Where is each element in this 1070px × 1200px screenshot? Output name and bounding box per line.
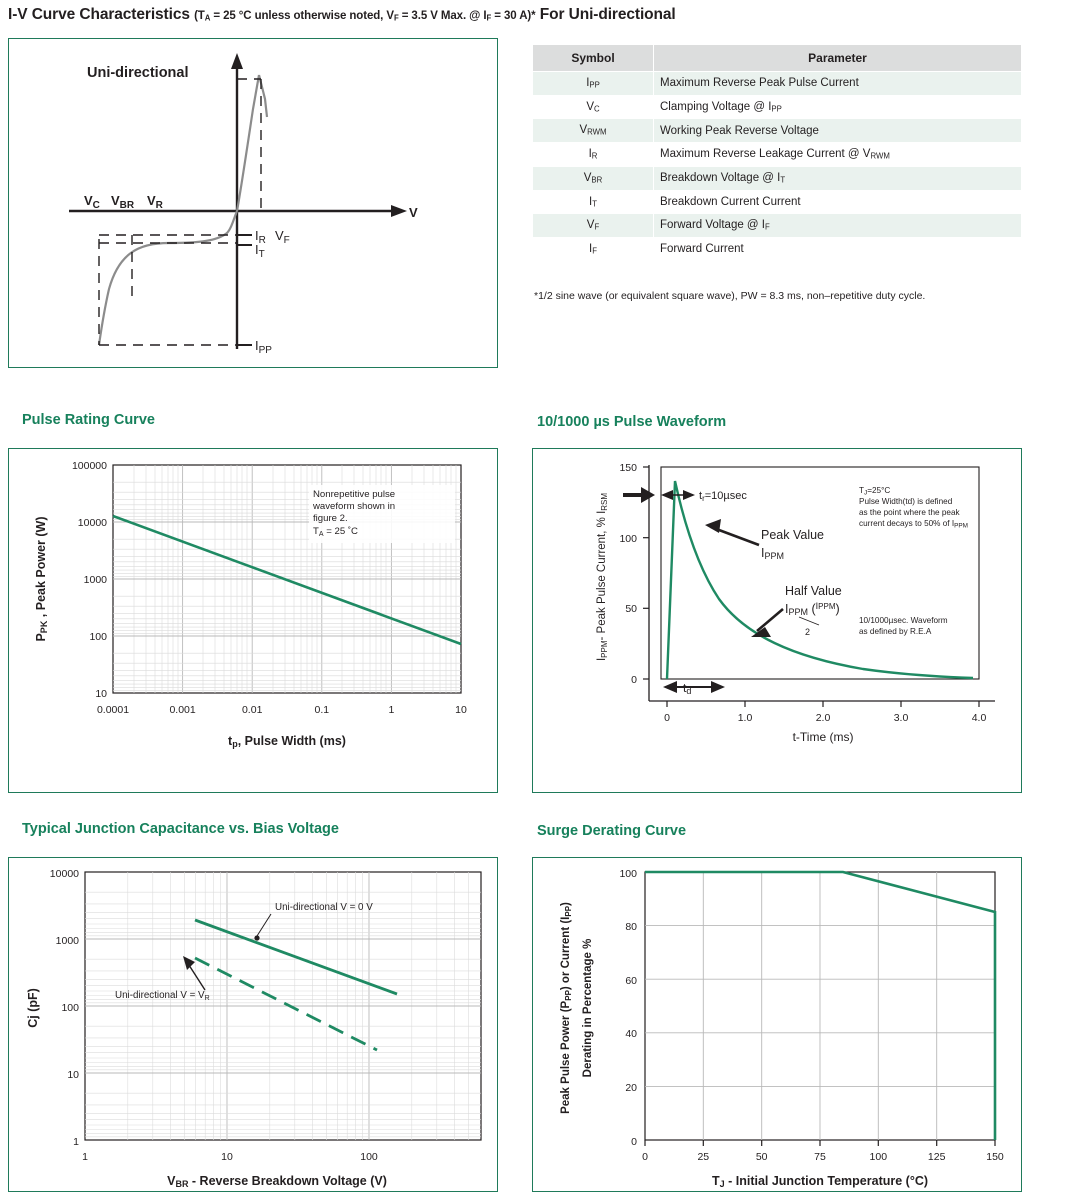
svg-text:figure 2.: figure 2.: [313, 513, 348, 524]
table-row: [533, 95, 1022, 119]
y-axis-label-2: Derating in Percentage %: [582, 938, 594, 1078]
table-header-row: [533, 45, 1022, 72]
label-td: td: [683, 681, 692, 696]
iv-uni-label: Uni-directional: [87, 65, 189, 81]
page-title-conditions: ($T_A = 25$ °C unless otherwise noted, $V_F = 3.5$ V Max. @ $I_F = 30$ A)*: [194, 10, 536, 23]
table-row: [533, 166, 1022, 190]
col-symbol: Symbol: [533, 45, 654, 72]
note-waveform: 10/1000µsec. Waveform: [859, 616, 948, 625]
cell-symbol: $V_C$: [533, 95, 654, 119]
svg-text:as the point where the peak: as the point where the peak: [859, 508, 960, 517]
y-tick: 150: [619, 462, 637, 474]
parameter-table: [532, 44, 1022, 262]
iv-mark-ipp: $I_{PP}$: [255, 338, 272, 356]
label-tr: tr=10µsec: [699, 490, 747, 503]
x-axis-label: VBR - Reverse Breakdown Voltage (V): [167, 1174, 387, 1189]
series-uni-v0: [195, 920, 397, 994]
svg-text:2: 2: [805, 627, 811, 637]
page-title-suffix: For Uni-directional: [539, 6, 676, 23]
label-series-v0: Uni-directional V = 0 V: [275, 902, 373, 913]
table-row: [533, 190, 1022, 214]
x-tick: 1: [388, 704, 395, 716]
y-tick: 100: [619, 533, 637, 545]
section-title-surge-derating: Surge Derating Curve: [537, 823, 687, 839]
x-tick: 0.001: [169, 704, 196, 716]
x-tick: 3.0: [893, 712, 909, 724]
x-tick: 100: [869, 1151, 888, 1163]
y-tick: 20: [625, 1082, 637, 1094]
x-tick: 50: [755, 1151, 768, 1163]
y-tick: 80: [625, 921, 637, 933]
page-title-main: I-V Curve Characteristics: [8, 6, 190, 23]
iv-curve-panel: [8, 38, 498, 368]
cell-symbol: $V_F$: [533, 214, 654, 238]
y-tick: 1: [73, 1136, 79, 1148]
section-title-pulse-rating: Pulse Rating Curve: [22, 412, 155, 428]
x-tick: 0: [664, 712, 670, 724]
y-tick: 10000: [49, 868, 79, 880]
cell-parameter: Clamping Voltage @ $I_{PP}$: [654, 95, 1022, 119]
y-tick: 1000: [83, 574, 107, 586]
x-tick: 0: [642, 1151, 648, 1163]
svg-text:waveform shown in: waveform shown in: [313, 501, 396, 512]
x-tick: 25: [697, 1151, 710, 1163]
iv-mark-vr: $V_R$: [147, 193, 163, 211]
y-tick: 10: [95, 688, 107, 700]
y-tick: 10: [67, 1069, 79, 1081]
surge-derating-panel: [532, 857, 1022, 1192]
y-tick: 100: [89, 631, 107, 643]
pulse-rating-panel: [8, 448, 498, 793]
y-tick: 100: [61, 1002, 79, 1014]
x-tick: 1.0: [737, 712, 753, 724]
y-tick: 100: [619, 868, 637, 880]
table-row: [533, 119, 1022, 143]
y-tick: 40: [625, 1028, 637, 1040]
x-tick: 10: [455, 704, 467, 716]
cell-symbol: $I_{PP}$: [533, 72, 654, 96]
svg-text:current decays to 50% of IPPM: current decays to 50% of IPPM: [859, 519, 968, 530]
iv-axis-v: V: [409, 205, 418, 220]
cell-symbol: $V_{BR}$: [533, 166, 654, 190]
x-tick: 0.01: [241, 704, 263, 716]
pulse-rating-chart: [9, 449, 497, 792]
pulse-waveform-panel: [532, 448, 1022, 793]
series-uni-vr: [195, 958, 377, 1050]
x-tick: 0.0001: [96, 704, 130, 716]
y-tick: 0: [631, 1136, 637, 1148]
svg-text:IPPM (IPPM): IPPM ($^I$PPM): [785, 601, 840, 617]
cell-symbol: $I_T$: [533, 190, 654, 214]
y-tick: 1000: [55, 935, 79, 947]
page-title: [8, 6, 676, 24]
pulse-waveform-chart: [533, 449, 1021, 792]
svg-text:TA = 25 ˚C: $T_A = 25$ ˚C: [313, 526, 358, 538]
y-tick: 100000: [71, 460, 107, 472]
table-footnote: *1/2 sine wave (or equivalent square wave), PW = 8.3 ms, non–repetitive duty cycle.: [534, 290, 926, 302]
y-tick: 60: [625, 975, 637, 987]
y-axis-label-1: Peak Pulse Power (PPP) or Current (IPP): [560, 902, 573, 1114]
cell-parameter: Working Peak Reverse Voltage: [654, 119, 1022, 143]
label-peak-value: Peak Value: [761, 528, 825, 542]
x-tick: 2.0: [815, 712, 831, 724]
iv-mark-vbr: $V_{BR}$: [111, 193, 135, 211]
svg-text:Pulse Width(td) is defined: Pulse Width(td) is defined: [859, 497, 953, 506]
junction-capacitance-panel: [8, 857, 498, 1192]
iv-curve-chart: [9, 39, 497, 367]
x-tick: 0.1: [314, 704, 330, 716]
iv-mark-ir: $I_R$: [255, 228, 266, 246]
x-axis-label: tp, Pulse Width (ms): [228, 734, 346, 749]
svg-text:as defined by R.E.A: as defined by R.E.A: [859, 627, 932, 636]
label-series-vr: Uni-directional $V = V_R$: [115, 990, 210, 1002]
col-parameter: Parameter: [654, 45, 1022, 72]
section-title-pulse-waveform: 10/1000 µs Pulse Waveform: [537, 414, 727, 430]
x-tick: 150: [986, 1151, 1004, 1163]
y-tick: 10000: [77, 517, 107, 529]
x-tick: 10: [221, 1151, 233, 1163]
y-axis-label: PPK , Peak Power (W): [34, 516, 49, 642]
cell-parameter: Forward Current: [654, 238, 1022, 262]
label-half-value: Half Value: [785, 584, 842, 598]
junction-capacitance-chart: [9, 858, 497, 1191]
y-axis-label: Cj (pF): [26, 988, 40, 1028]
iv-mark-vc: $V_C$: [84, 193, 100, 211]
x-tick: 1: [82, 1151, 88, 1163]
iv-mark-it: $I_T$: [255, 242, 265, 260]
y-tick: 0: [631, 674, 637, 686]
pulse-rating-annotation: Nonrepetitive pulse: [313, 489, 396, 500]
cell-parameter: Breakdown Current Current: [654, 190, 1022, 214]
table-row: [533, 72, 1022, 96]
note-tj: TJ=25°C: [859, 486, 891, 497]
x-tick: 4.0: [971, 712, 987, 724]
x-tick: 75: [814, 1151, 826, 1163]
cell-symbol: $I_F$: [533, 238, 654, 262]
cell-parameter: Maximum Reverse Peak Pulse Current: [654, 72, 1022, 96]
table-row: [533, 143, 1022, 167]
x-axis-label: t-Time (ms): [792, 730, 854, 744]
cell-symbol: $V_{RWM}$: [533, 119, 654, 143]
svg-text:IPPM: IPPM: [761, 546, 784, 561]
iv-mark-vf: $V_F$: [275, 228, 290, 246]
table-row: [533, 214, 1022, 238]
x-tick: 100: [360, 1151, 378, 1163]
y-tick: 50: [625, 603, 637, 615]
section-title-junction-cap: Typical Junction Capacitance vs. Bias Voltage: [22, 821, 339, 837]
table-row: [533, 238, 1022, 262]
cell-parameter: Forward Voltage @ $I_F$: [654, 214, 1022, 238]
cell-parameter: Maximum Reverse Leakage Current @ $V_{RWM}$: [654, 143, 1022, 167]
x-tick: 125: [927, 1151, 946, 1163]
cell-symbol: $I_R$: [533, 143, 654, 167]
surge-derating-chart: [533, 858, 1021, 1191]
y-axis-label: IPPM- Peak Pulse Current, % IRSM: [596, 492, 609, 662]
cell-parameter: Breakdown Voltage @ $I_T$: [654, 166, 1022, 190]
x-axis-label: TJ - Initial Junction Temperature (°C): [711, 1174, 929, 1189]
